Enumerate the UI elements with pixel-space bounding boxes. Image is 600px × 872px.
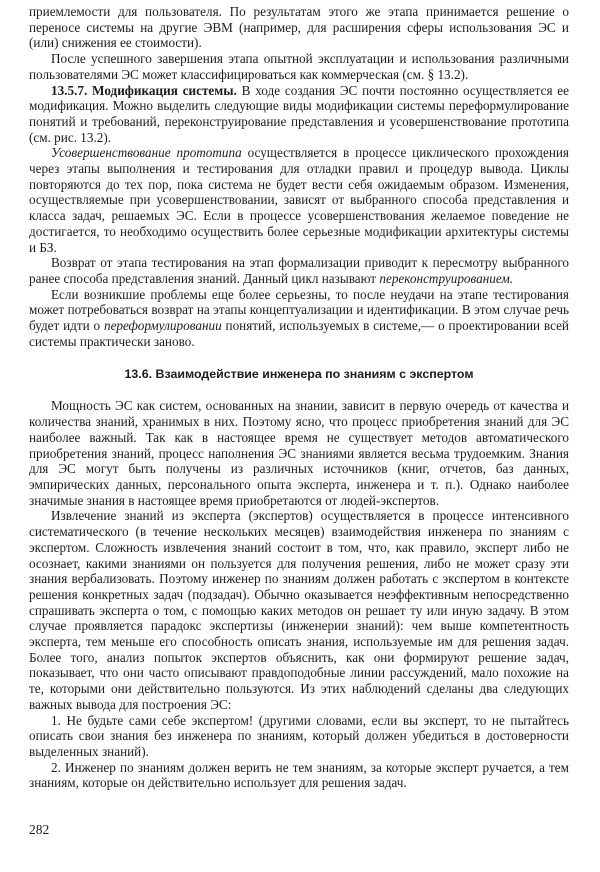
subsection-heading: 13.5.7. Модификация системы. bbox=[51, 82, 237, 98]
conclusions-list bbox=[29, 713, 569, 792]
term-reformulation: переформулировании bbox=[103, 318, 222, 334]
paragraph-continuation: приемлемости для пользователя. По результатам этого же этапа принимается решение о переносе системы на другие ЭВМ (например, для расширения сферы использования ЭС и (или) снижения ее стоимости). bbox=[29, 4, 569, 51]
conclusion-item: 2. Инженер по знаниям должен верить не тем знаниям, за которые эксперт ручается, а тем знаниям, которые он действительно использует для решения задач. bbox=[29, 759, 569, 791]
paragraph-knowledge-power: Мощность ЭС как систем, основанных на знании, зависит в первую очередь от качества и количества знаний, хранимых в них. Поэтому ясно, что процесс приобретения знаний для ЭС наиболее важный. Так как в настоящее время не существует методов автоматического приобретения знаний, процесс наполнения ЭС знаниями является весьма трудоемким. Знания для ЭС могут быть получены из различных источников (книг, отчетов, баз данных, эмпирических данных, персонального опыта эксперта, инженера и т. п.). Однако наиболее значимые знания в настоящее время приобретаются от людей-экспертов. bbox=[29, 398, 569, 508]
paragraph-prototype bbox=[29, 145, 569, 255]
conclusion-item: 1. Не будьте сами себе экспертом! (другими словами, если вы эксперт, то не пытайтесь описать свои знания без инженера по знаниям, который должен убедиться в достоверности выделенных знаний). bbox=[29, 712, 569, 759]
page-number: 282 bbox=[29, 822, 50, 837]
paragraph-reformulation-start: Если возникшие проблемы еще более серьезны, то после неудачи на этапе тестирования может потребоваться возврат на этапы концептуализации и идентификации. В этом случае речь будет идти о bbox=[29, 286, 569, 334]
paragraph-modification-text: В ходе создания ЭС почти постоянно осуществляется ее модификация. Можно выделить следующие виды модификации системы переформулирование понятий и требований, переконструирование представления и усовершенствование прототипа (см. рис. 13.2). bbox=[29, 82, 569, 145]
paragraph-reformulation bbox=[29, 287, 569, 350]
term-reconstruction: переконструированием. bbox=[379, 270, 514, 286]
section-heading: 13.6. Взаимодействие инженера по знаниям с экспертом bbox=[124, 367, 474, 382]
paragraph-reconstruction bbox=[29, 255, 569, 286]
term-prototype-improvement: Усовершенствование прототипа bbox=[51, 145, 242, 161]
book-page bbox=[29, 4, 569, 791]
paragraph-modification bbox=[29, 83, 569, 146]
paragraph-knowledge-extraction: Извлечение знаний из эксперта (экспертов) осуществляется в процессе интенсивного систематического (в течение нескольких месяцев) взаимодействия инженера по знаниям с экспертом. Сложность извлечения знаний состоит в том, что, как правило, эксперт либо не осознает, какими знаниями он пользуется для получения решения, либо не может сразу эти знания вербализовать. Поэтому инженер по знаниям должен работать с экспертом в контексте решения конкретных задач (подзадач). Обычно оказывается неэффективным непосредственно спрашивать эксперта о том, с помощью каких методов он решает ту или иную задачу. В этом случае проявляется парадокс экспертизы (инженерии знаний): чем выше компетентность эксперта, тем меньше его способность описать знания, используемые им для решения задач. Более того, анализ попыток экспертов объяснить, как они формируют решение задач, показывает, что они часто описывают правдоподобные линии рассуждений, мало похожие на те, которыми они действительно пользуются. Из этих наблюдений сделаны два следующих важных вывода для построения ЭС: bbox=[29, 508, 569, 712]
paragraph-commercial: После успешного завершения этапа опытной эксплуатации и использования различными пользователями ЭС может классифицироваться как коммерческая (см. § 13.2). bbox=[29, 51, 569, 82]
paragraph-reconstruction-text: Возврат от этапа тестирования на этап формализации приводит к пересмотру выбранного ранее способа представления знаний. Данный цикл называют bbox=[29, 255, 569, 286]
paragraph-reformulation-end: понятий, используемых в системе,— о проектировании всей системы практически заново. bbox=[29, 318, 569, 349]
paragraph-prototype-text: осуществляется в процессе циклического прохождения через этапы выполнения и тестирования для отладки правил и процедур вывода. Циклы повторяются до тех пор, пока система не будет вести себя ожидаемым образом. Изменения, осуществляемые при усовершенствовании, зависят от выбранного способа представления и класса задач, решаемых ЭС. Если в процессе усовершенствования желаемое поведение не достигается, то необходимо осуществить более серьезные модификации архитектуры системы и БЗ. bbox=[29, 145, 570, 255]
